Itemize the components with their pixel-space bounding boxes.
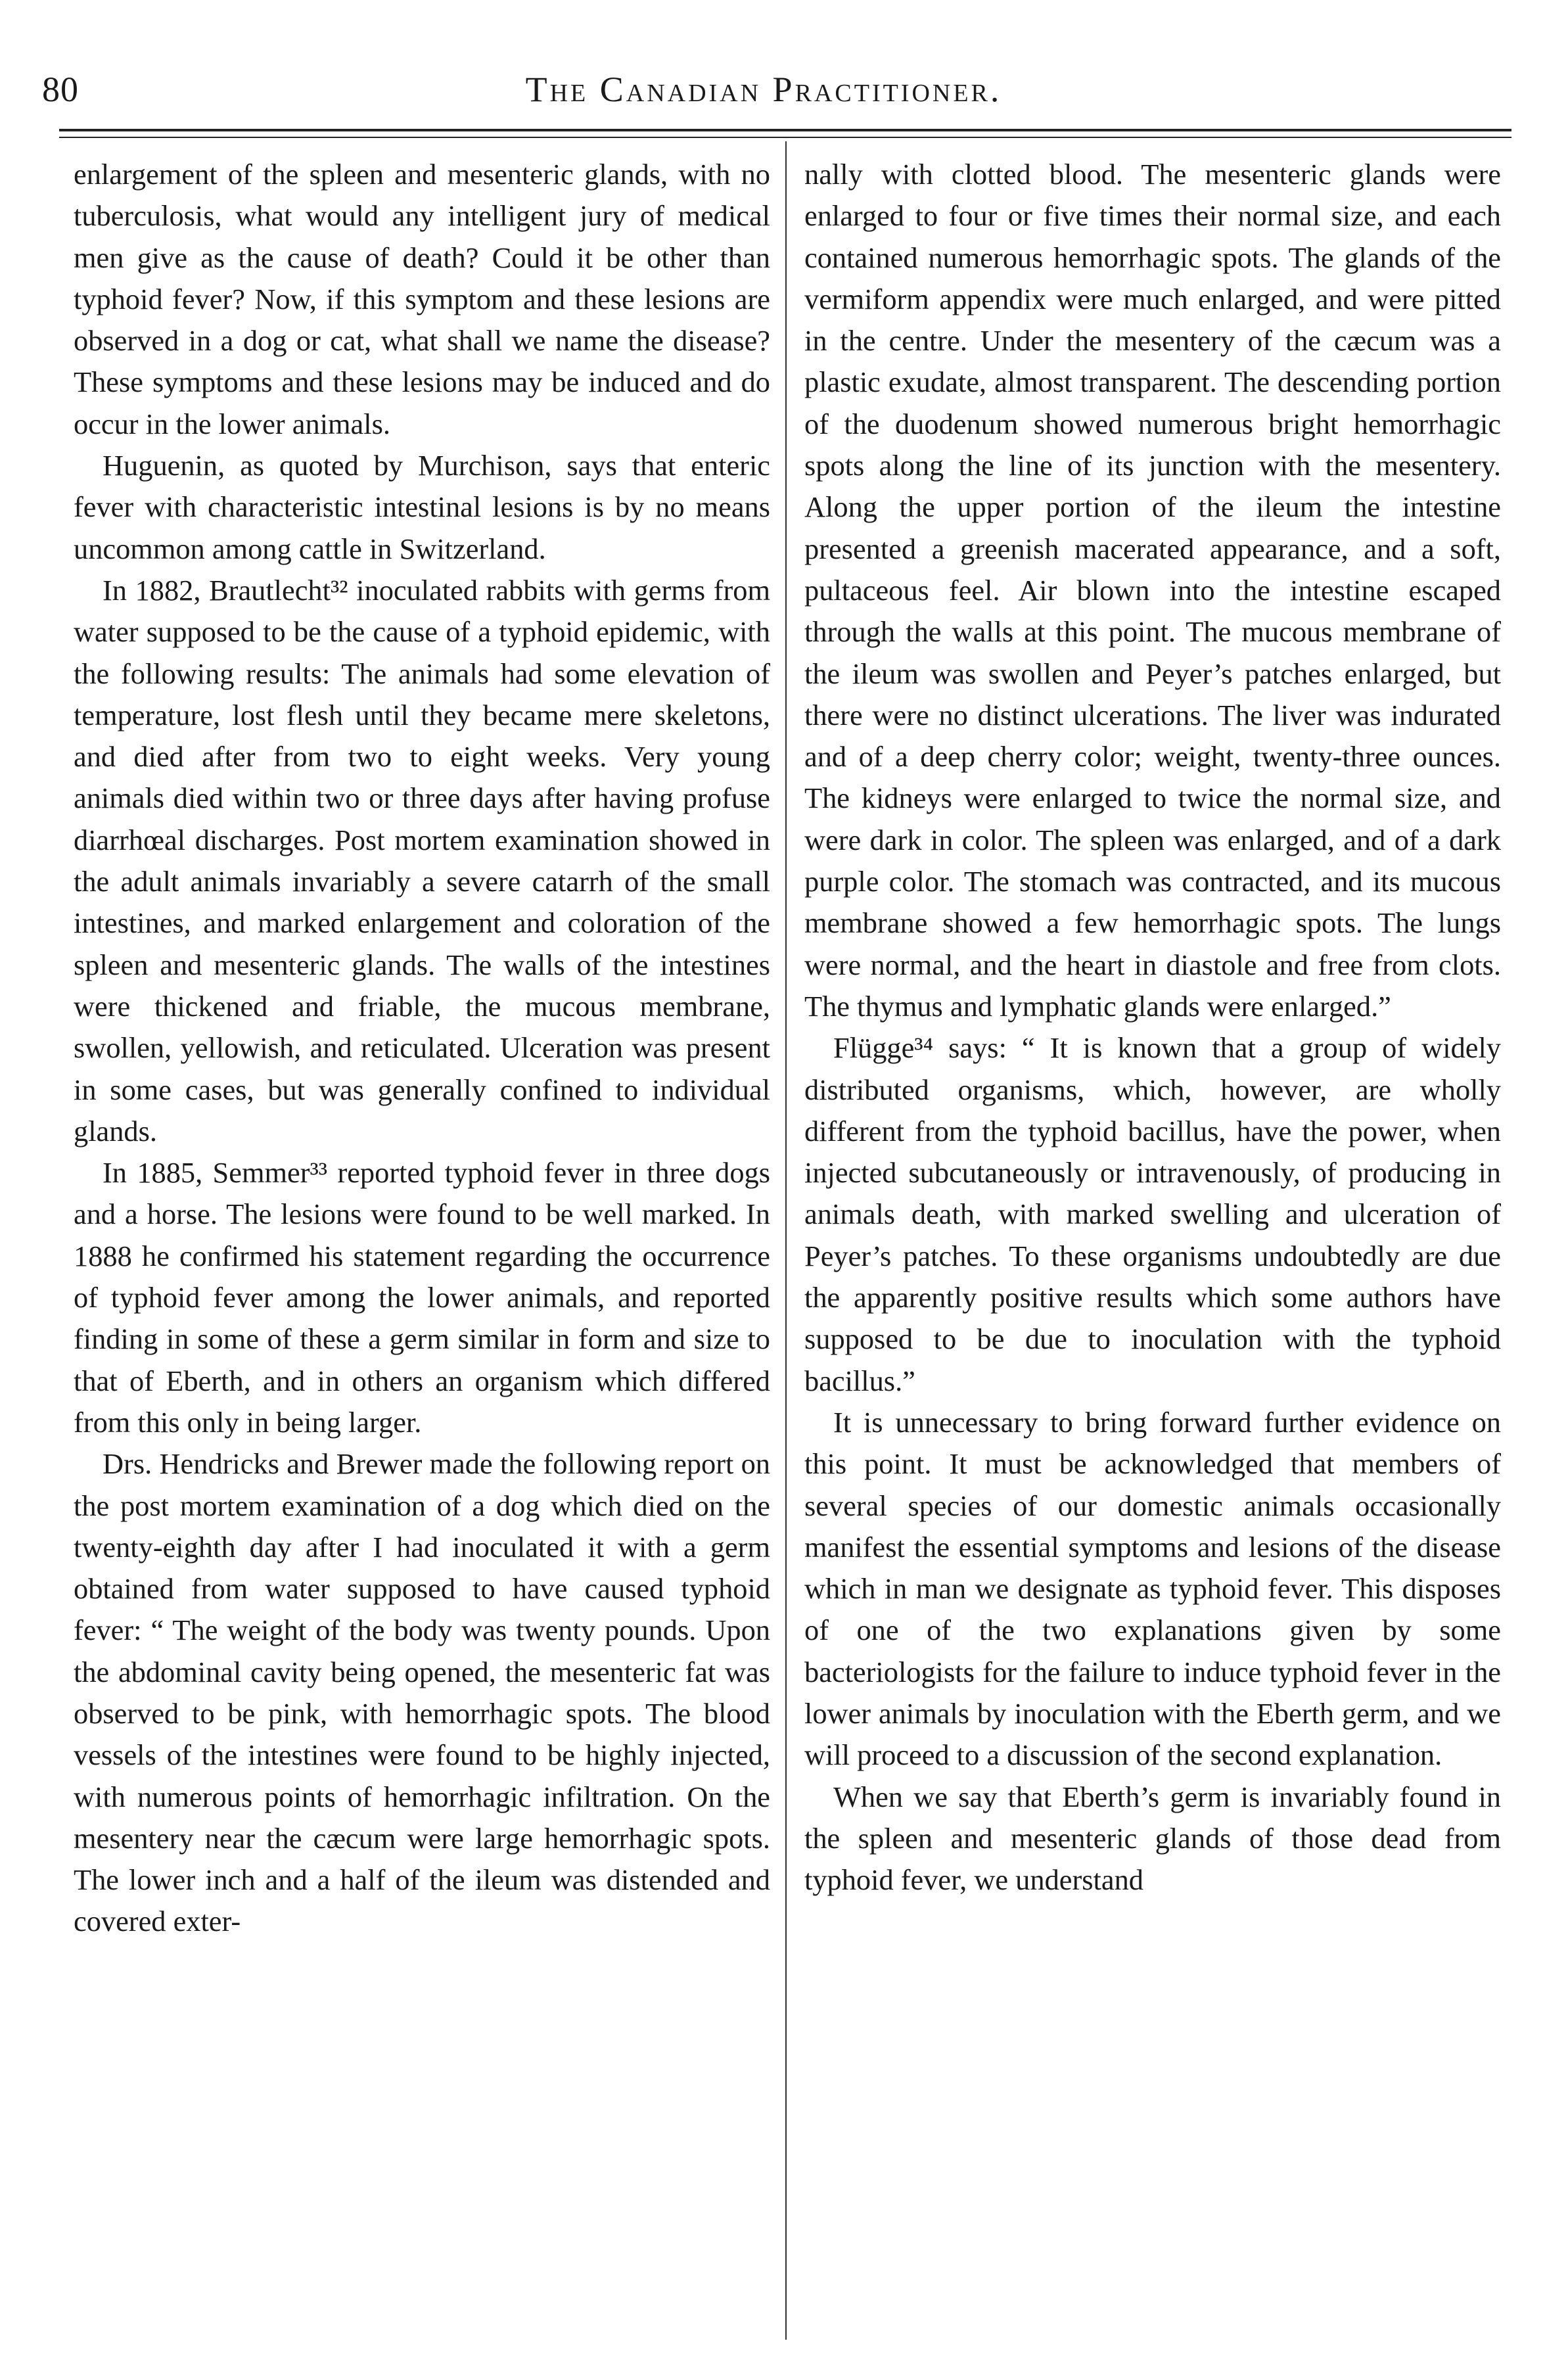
journal-title: The Canadian Practitioner.: [525, 70, 1002, 109]
paragraph: In 1882, Brautlecht³² inoculated rabbits with germs from water supposed to be the cause of a typhoid epidemic, with the following results: The animals had some elevation of temperature, lost flesh until they became mere skeletons, and died after from two to eight weeks. Very young animals died within two or three days after having profuse diarrhœal discharges. Post mortem examination showed in the adult animals invariably a severe catarrh of the small intestines, and marked enlargement and coloration of the spleen and mesenteric glands. The walls of the intestines were thickened and friable, the mucous membrane, swollen, yellowish, and reticulated. Ulceration was present in some cases, but was generally confined to individual glands.: [74, 573, 770, 1148]
paragraph: nally with clotted blood. The mesenteric glands were enlarged to four or five times their normal size, and each contained numerous hemorrhagic spots. The glands of the vermiform appendix were much enlarged, and were pitted in the centre. Under the mesentery of the cæcum was a plastic exudate, almost transparent. The descending portion of the duodenum showed numerous bright hemorrhagic spots along the line of its junction with the mesentery. Along the upper portion of the ileum the intestine presented a greenish macerated appearance, and a soft, pultaceous feel. Air blown into the intestine escaped through the walls at this point. The mucous membrane of the ileum was swollen and Peyer’s patches enlarged, but there were no distinct ulcerations. The liver was indurated and of a deep cherry color; weight, twenty-three ounces. The kidneys were enlarged to twice the normal size, and were dark in color. The spleen was enlarged, and of a dark purple color. The stomach was contracted, and its mucous membrane showed a few hemorrhagic spots. The lungs were normal, and the heart in diastole and free from clots. The thymus and lymphatic glands were enlarged.”: [804, 158, 1501, 1023]
column-divider: [785, 141, 787, 2340]
paragraph: It is unnecessary to bring forward further evidence on this point. It must be acknowledged that members of several species of our domestic animals occasionally manifest the essential symptoms and lesions of the disease which in man we designate as typhoid fever. This disposes of one of the two explanations given by some bacteriologists for the failure to induce typhoid fever in the lower animals by inoculation with the Eberth germ, and we will proceed to a discussion of the second explanation.: [804, 1405, 1501, 1772]
running-header: [42, 63, 1485, 116]
paragraph: Flügge³⁴ says: “ It is known that a group of widely distributed organisms, which, however, are wholly different from the typhoid bacillus, have the power, when injected subcutaneously or intravenously, of producing in animals death, with marked swelling and ulceration of Peyer’s patches. To these organisms undoubtedly are due the apparently positive results which some authors have supposed to be due to inoculation with the typhoid bacillus.”: [804, 1031, 1501, 1397]
paragraph: Huguenin, as quoted by Murchison, says that enteric fever with characteristic intestinal lesions is by no means uncommon among cattle in Switzerland.: [74, 449, 770, 565]
paragraph: Drs. Hendricks and Brewer made the following report on the post mortem examination of a dog which died on the twenty-eighth day after I had inoculated it with a germ obtained from water supposed to have caused typhoid fever: “ The weight of the body was twenty pounds. Upon the abdominal cavity being opened, the mesenteric fat was observed to be pink, with hemorrhagic spots. The blood vessels of the intestines were found to be highly injected, with numerous points of hemorrhagic infiltration. On the mesentery near the cæcum were large hemorrhagic spots. The lower inch and a half of the ileum was distended and covered exter-: [74, 1447, 770, 1938]
header-rule-thick: [59, 129, 1511, 131]
paragraph: In 1885, Semmer³³ reported typhoid fever in three dogs and a horse. The lesions were found to be well marked. In 1888 he confirmed his statement regarding the occurrence of typhoid fever among the lower animals, and reported finding in some of these a germ similar in form and size to that of Eberth, and in others an organism which differed from this only in being larger.: [74, 1156, 770, 1439]
page-number: 80: [42, 70, 79, 109]
right-column: [804, 154, 1501, 1901]
paragraph: enlargement of the spleen and mesenteric glands, with no tuberculosis, what would any intelligent jury of medical men give as the cause of death? Could it be other than typhoid fever? Now, if this symptom and these lesions are observed in a dog or cat, what shall we name the disease? These symptoms and these lesions may be induced and do occur in the lower animals.: [74, 158, 770, 440]
header-rule-thin: [59, 137, 1511, 138]
left-column: [74, 154, 770, 1943]
paragraph: When we say that Eberth’s germ is invariably found in the spleen and mesenteric glands of those dead from typhoid fever, we understand: [804, 1780, 1501, 1897]
